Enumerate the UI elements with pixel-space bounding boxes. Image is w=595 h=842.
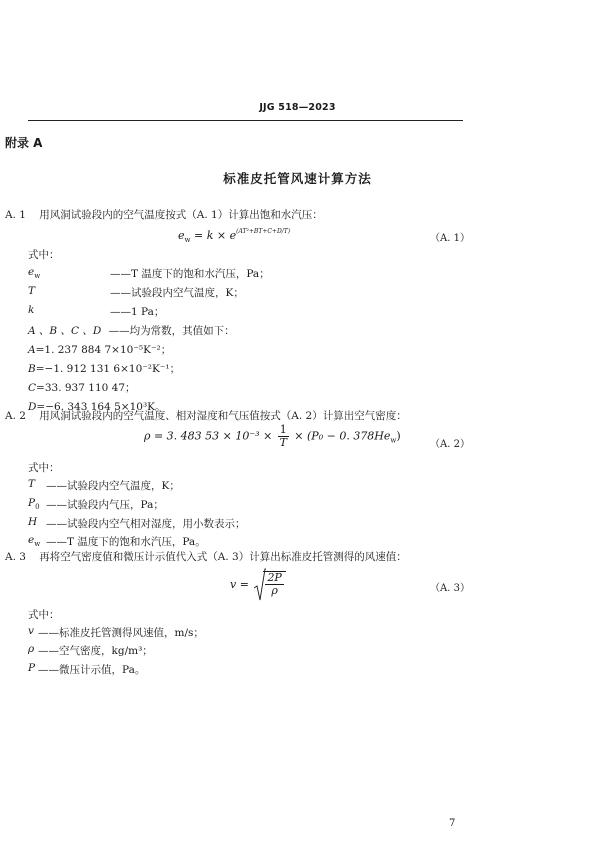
eq-a3-fraction	[265, 572, 283, 597]
fraction-numerator: 2P	[267, 571, 282, 584]
var-description: ——T 温度下的饱和水汽压，Pa；	[110, 268, 270, 280]
eq-a1-lhs: e	[178, 229, 185, 242]
a2-var-p0	[28, 497, 164, 512]
var-symbol: T	[28, 478, 36, 490]
constant-c	[28, 380, 136, 395]
equation-a2	[144, 424, 401, 449]
section-a1-number: A. 1	[5, 209, 26, 221]
a1-where-label: 式中：	[28, 249, 60, 261]
standard-header: JJG 518—2023	[259, 102, 336, 113]
var-symbol: v	[28, 625, 34, 637]
eq-a1-mid: = k × e	[194, 229, 237, 242]
appendix-title: 标准皮托管风速计算方法	[223, 171, 372, 186]
const-value: =33. 937 110 47；	[36, 382, 136, 394]
section-a3-number: A. 3	[5, 551, 26, 563]
var-symbol: P	[28, 662, 36, 674]
a1-var-abcd	[28, 323, 235, 338]
section-a3-text: 再将空气密度值和微压计示值代入式（A. 3）计算出标准皮托管测得的风速值：	[39, 551, 407, 563]
section-a2-heading	[5, 408, 407, 423]
var-symbol: e	[28, 266, 35, 278]
equation-a3-number: （A. 3）	[430, 583, 470, 594]
a1-var-k	[28, 304, 165, 318]
const-value: =1. 237 884 7×10⁻⁵K⁻²；	[35, 344, 172, 356]
eq-a2-right: × (P₀ − 0. 378He	[294, 429, 391, 443]
constant-b	[28, 361, 180, 376]
var-description: ——试验段内气压，Pa；	[46, 499, 164, 511]
var-description: ——标准皮托管测得风速值，m/s；	[38, 627, 204, 639]
appendix-label: 附录 A	[5, 136, 43, 150]
a2-var-h	[28, 516, 246, 530]
var-subscript: 0	[35, 503, 40, 512]
equation-a1	[178, 228, 290, 244]
var-description: ——空气密度，kg/m³；	[38, 645, 153, 657]
a3-var-rho	[28, 643, 153, 657]
equation-a3	[230, 568, 286, 602]
var-symbol: e	[28, 534, 35, 546]
eq-a2-close: )	[396, 429, 401, 443]
const-symbol: D	[28, 401, 37, 413]
a1-var-ew	[28, 266, 270, 281]
a3-var-p	[28, 662, 146, 676]
eq-a1-exponent: (AT²+BT+C+D/T)	[236, 228, 291, 235]
var-subscript: w	[34, 272, 41, 281]
section-a3-heading	[5, 549, 407, 564]
var-symbol: T	[28, 285, 36, 297]
section-a2-number: A. 2	[5, 410, 26, 422]
constant-a	[28, 342, 171, 357]
eq-a1-lhs-sub: w	[184, 236, 191, 245]
const-value: =−6. 343 164 5×10³K。	[36, 401, 166, 413]
var-description: ——试验段内空气温度，K；	[46, 480, 180, 492]
var-symbol: H	[28, 516, 38, 528]
eq-a3-left: v =	[230, 578, 249, 591]
var-symbol: P	[28, 497, 36, 509]
var-description: ——T 温度下的饱和水汽压，Pa。	[46, 536, 206, 548]
var-description: ——微压计示值，Pa。	[38, 664, 146, 676]
section-a1-text: 用风洞试验段内的空气温度按式（A. 1）计算出饱和水汽压：	[39, 209, 323, 221]
const-symbol: C	[28, 382, 37, 394]
a2-var-t	[28, 478, 180, 492]
a1-var-t	[28, 285, 244, 299]
fraction-numerator: 1	[279, 423, 287, 436]
eq-a2-left: ρ = 3. 483 53 × 10⁻³ ×	[144, 429, 273, 443]
eq-a2-sub: w	[390, 436, 397, 445]
section-a2-text: 用风洞试验段内的空气温度、相对湿度和气压值按式（A. 2）计算出空气密度：	[39, 410, 407, 422]
var-description: ——1 Pa；	[110, 306, 165, 318]
var-symbol: k	[28, 304, 35, 316]
header-rule	[28, 120, 463, 121]
const-symbol: B	[28, 363, 36, 375]
a2-var-ew	[28, 534, 206, 549]
fraction-denominator: T	[279, 436, 287, 449]
var-description: ——均为常数，其值如下：	[108, 325, 235, 337]
var-description: ——试验段内空气温度，K；	[110, 287, 244, 299]
var-symbol: ρ	[28, 643, 35, 655]
const-value: =−1. 912 131 6×10⁻²K⁻¹；	[35, 363, 181, 375]
fraction-denominator: ρ	[271, 584, 278, 597]
a3-where-label: 式中：	[28, 609, 60, 621]
sqrt-radicand	[263, 571, 285, 597]
eq-a2-fraction	[278, 424, 289, 449]
equation-a1-number: （A. 1）	[430, 233, 470, 244]
equation-a2-number: （A. 2）	[430, 439, 470, 450]
section-a1-heading	[5, 207, 323, 222]
var-symbol: A 、B 、C 、D	[28, 325, 102, 337]
page-number: 7	[449, 818, 456, 829]
const-symbol: A	[28, 344, 36, 356]
a3-var-v	[28, 625, 204, 639]
var-subscript: w	[34, 540, 41, 549]
a2-where-label: 式中：	[28, 462, 60, 474]
var-description: ——试验段内空气相对湿度，用小数表示；	[46, 518, 246, 530]
